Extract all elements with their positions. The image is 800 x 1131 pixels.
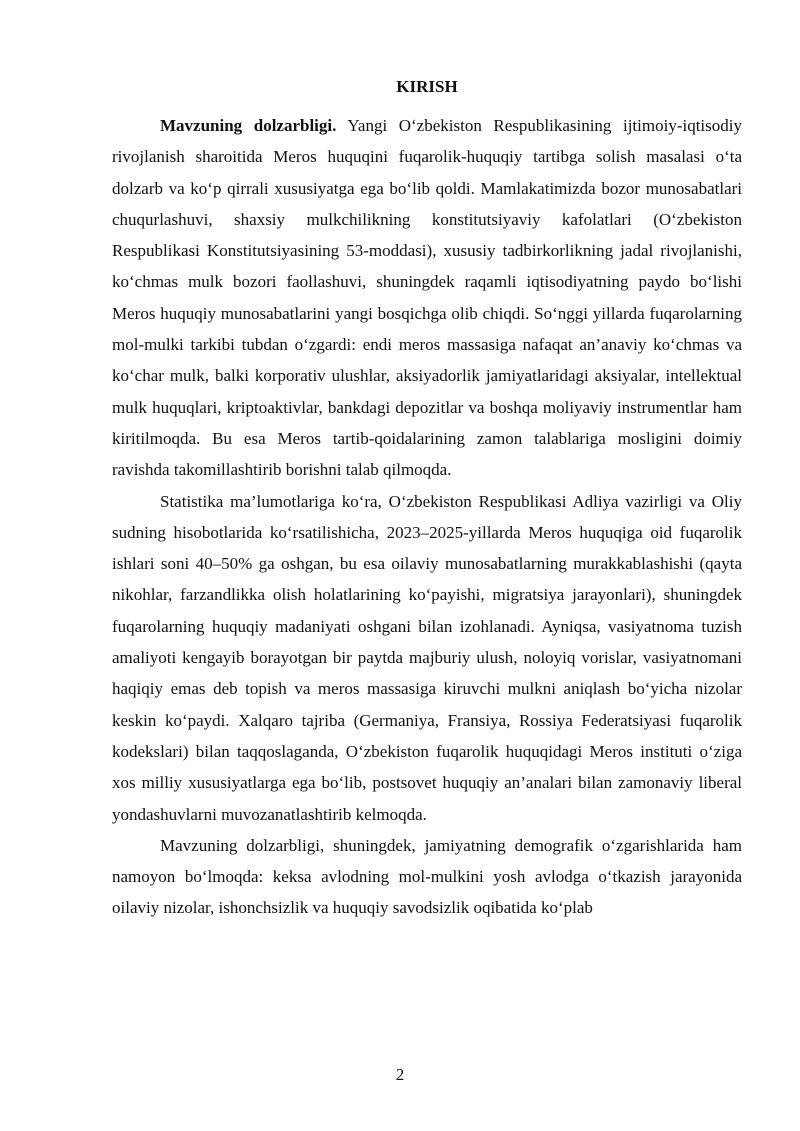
section-heading: KIRISH: [396, 77, 458, 96]
paragraph-2-text: Statistika ma’lumotlariga ko‘ra, O‘zbekiston Respublikasi Adliya vazirligi va Oliy sudning hisobotlarida ko‘rsatilishicha, 2023–2025-yillarda Meros huquqiga oid fuqarolik ishlari soni 40–50% ga oshgan, bu esa oilaviy munosabatlarning murakkablashishi (qayta nikohlar, farzandlikka olish holatlarining ko‘payishi, migratsiya jarayonlari), shuningdek fuqarolarning huquqiy madaniyati oshgani bilan izohlanadi. Ayniqsa, vasiyatnoma tuzish amaliyoti kengayib borayotgan bir paytda majburiy ulush, noloyiq vorislar, vasiyatnomani haqiqiy emas deb topish va meros massasiga kiruvchi mulkni aniqlash bo‘yicha nizolar keskin ko‘paydi. Xalqaro tajriba (Germaniya, Fransiya, Rossiya Federatsiyasi fuqarolik kodekslari) bilan taqqoslaganda, O‘zbekiston fuqarolik huquqidagi Meros instituti o‘ziga xos milliy xususiyatlarga ega bo‘lib, postsovet huquqiy an’analari bilan zamonaviy liberal yondashuvlarni muvozanatlashtirib kelmoqda.: [112, 491, 742, 824]
paragraph-1-text: Yangi O‘zbekiston Respublikasining ijtimoiy-iqtisodiy rivojlanish sharoitida Meros huquqini fuqarolik-huquqiy tartibga solish masalasi o‘ta dolzarb va ko‘p qirrali xususiyatga ega bo‘lib qoldi. Mamlakatimizda bozor munosabatlari chuqurlashuvi, shaxsiy mulkchilikning konstitutsiyaviy kafolatlari (O‘zbekiston Respublikasi Konstitutsiyasining 53-moddasi), xususiy tadbirkorlikning jadal rivojlanishi, ko‘chmas mulk bozori faollashuvi, shuningdek raqamli iqtisodiyatning paydo bo‘lishi Meros huquqiy munosabatlarini yangi bosqichga olib chiqdi. So‘nggi yillarda fuqarolarning mol-mulki tarkibi tubdan o‘zgardi: endi meros massasiga nafaqat an’anaviy ko‘chmas va ko‘char mulk, balki korporativ ulushlar, aksiyadorlik jamiyatlaridagi aksiyalar, intellektual mulk huquqlari, kriptoaktivlar, bankdagi depozitlar va boshqa moliyaviy instrumentlar ham kiritilmoqda. Bu esa Meros tartib-qoidalarining zamon talablariga mosligini doimiy ravishda takomillashtirib borishni talab qilmoqda.: [112, 116, 742, 480]
paragraph-1-lead: Mavzuning dolzarbligi.: [160, 116, 337, 135]
paragraph-3-text: Mavzuning dolzarbligi, shuningdek, jamiyatning demografik o‘zgarishlarida ham namoyon bo‘lmoqda: keksa avlodning mol-mulkini yosh avlodga o‘tkazish jarayonida oilaviy nizolar, ishonchsizlik va huquqiy savodsizlik oqibatida ko‘plab: [112, 835, 742, 918]
document-page: [112, 76, 742, 924]
page-number: 2: [395, 1065, 405, 1084]
paragraph-2: [112, 486, 742, 830]
paragraph-3: [112, 830, 742, 924]
paragraph-1: [112, 110, 742, 486]
